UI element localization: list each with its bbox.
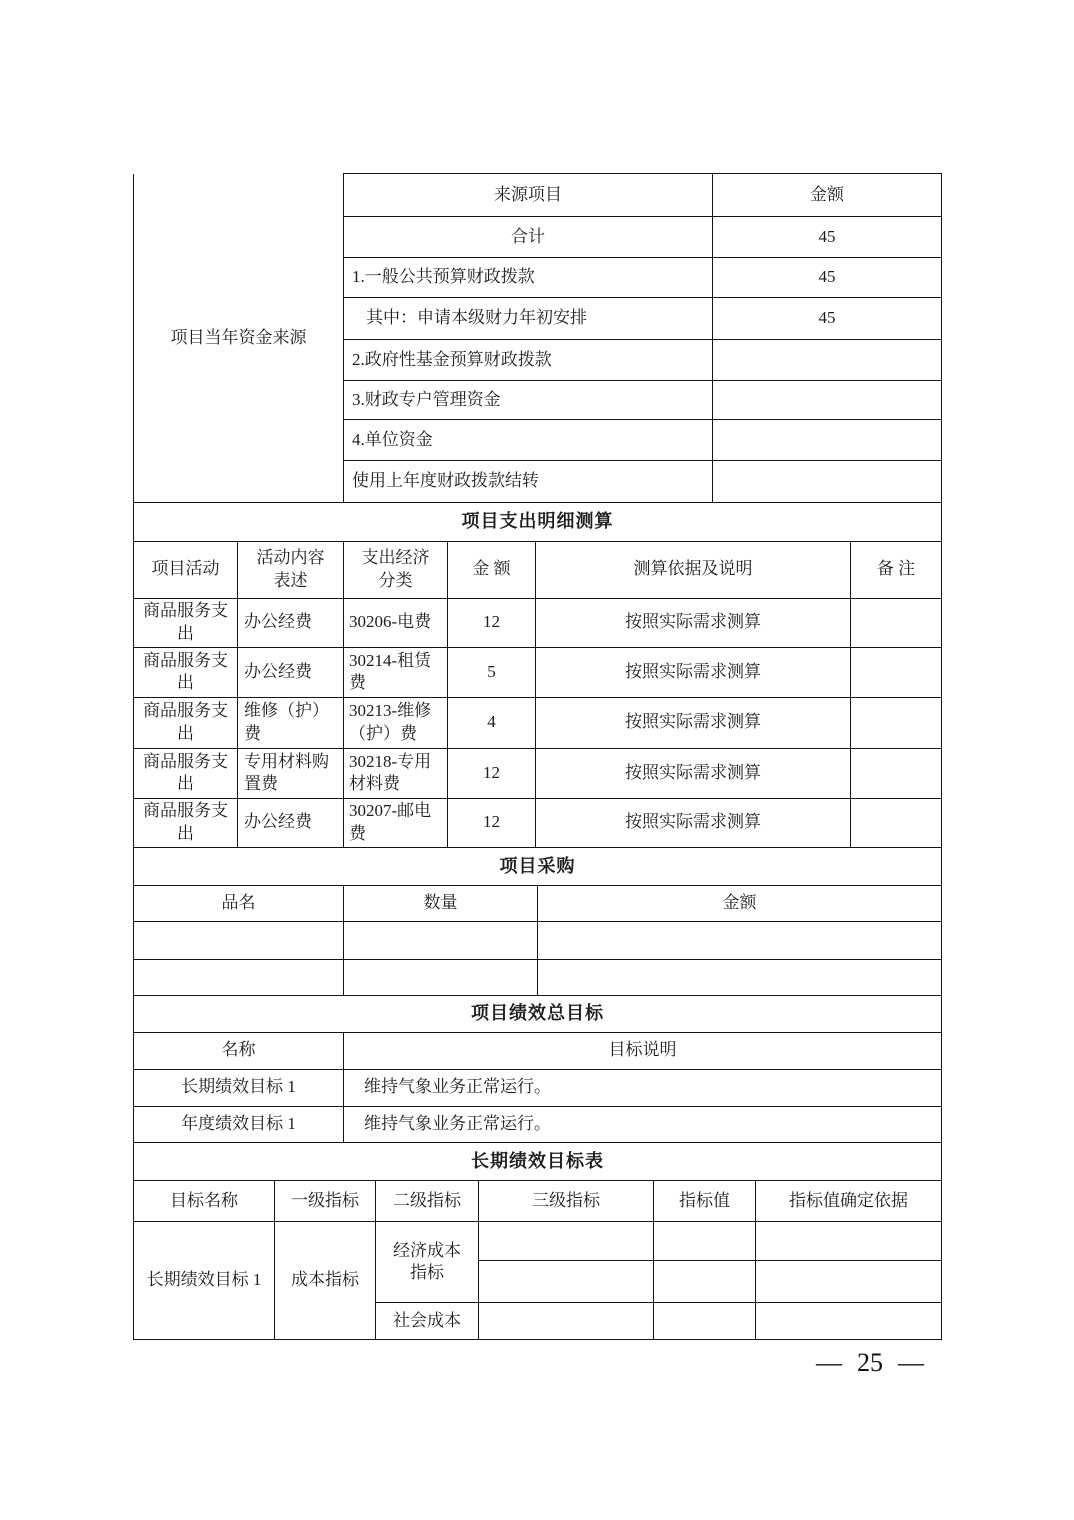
goal-name: 长期绩效目标 1 xyxy=(134,1069,344,1106)
expenditure-activity: 商品服务支出 xyxy=(134,748,238,798)
expenditure-basis: 按照实际需求测算 xyxy=(536,798,851,847)
expenditure-amount: 4 xyxy=(448,697,536,748)
expenditure-col-header-content: 活动内容表述 xyxy=(238,541,344,598)
overall-goal-col-header-description: 目标说明 xyxy=(344,1032,942,1069)
funding-col-header-amount: 金额 xyxy=(713,174,942,217)
expenditure-content: 办公经费 xyxy=(238,598,344,647)
longterm-col-header-goal-name: 目标名称 xyxy=(134,1181,275,1222)
expenditure-amount: 12 xyxy=(448,598,536,647)
longterm-goal-section-title: 长期绩效目标表 xyxy=(134,1143,942,1181)
funding-row-header: 项目当年资金来源 xyxy=(134,174,344,503)
procurement-col-header-amount: 金额 xyxy=(538,886,942,922)
procurement-table xyxy=(133,848,942,997)
expenditure-category: 30214-租赁费 xyxy=(344,647,448,697)
funding-row-amount xyxy=(713,340,942,381)
page-number-dash-right: — xyxy=(898,1348,924,1377)
procurement-amount xyxy=(538,960,942,996)
funding-row-label: 3.财政专户管理资金 xyxy=(344,381,713,420)
table-row xyxy=(134,647,942,697)
procurement-quantity xyxy=(344,960,538,996)
longterm-level2-indicator: 社会成本 xyxy=(376,1303,479,1340)
expenditure-section-title: 项目支出明细测算 xyxy=(134,503,942,541)
page-number-dash-left: — xyxy=(816,1348,842,1377)
expenditure-col-header-basis: 测算依据及说明 xyxy=(536,541,851,598)
procurement-amount xyxy=(538,922,942,960)
procurement-section-title: 项目采购 xyxy=(134,848,942,886)
goal-name: 年度绩效目标 1 xyxy=(134,1106,344,1142)
table-row xyxy=(134,960,942,996)
expenditure-basis: 按照实际需求测算 xyxy=(536,598,851,647)
longterm-value-cell xyxy=(654,1303,756,1340)
table-row xyxy=(134,922,942,960)
goal-description: 维持气象业务正常运行。 xyxy=(344,1106,942,1142)
table-row xyxy=(134,697,942,748)
funding-row-label: 使用上年度财政拨款结转 xyxy=(344,461,713,503)
longterm-goal-name: 长期绩效目标 1 xyxy=(134,1222,275,1340)
funding-col-header-source: 来源项目 xyxy=(344,174,713,217)
expenditure-activity: 商品服务支出 xyxy=(134,697,238,748)
longterm-level3-cell xyxy=(479,1303,654,1340)
procurement-col-header-name: 品名 xyxy=(134,886,344,922)
table-row xyxy=(134,1106,942,1142)
longterm-value-cell xyxy=(654,1261,756,1303)
expenditure-activity: 商品服务支出 xyxy=(134,798,238,847)
longterm-col-header-level3: 三级指标 xyxy=(479,1181,654,1222)
longterm-col-header-value: 指标值 xyxy=(654,1181,756,1222)
goal-description: 维持气象业务正常运行。 xyxy=(344,1069,942,1106)
expenditure-col-header-activity: 项目活动 xyxy=(134,541,238,598)
table-row xyxy=(134,598,942,647)
funding-source-table xyxy=(133,173,942,503)
procurement-name xyxy=(134,922,344,960)
expenditure-activity: 商品服务支出 xyxy=(134,647,238,697)
expenditure-category: 30213-维修（护）费 xyxy=(344,697,448,748)
table-row xyxy=(134,1069,942,1106)
longterm-value-basis-cell xyxy=(756,1303,942,1340)
expenditure-amount: 12 xyxy=(448,748,536,798)
funding-row-label: 2.政府性基金预算财政拨款 xyxy=(344,340,713,381)
expenditure-amount: 5 xyxy=(448,647,536,697)
page-number xyxy=(770,1348,970,1378)
table-row xyxy=(134,748,942,798)
expenditure-content: 办公经费 xyxy=(238,647,344,697)
longterm-col-header-level1: 一级指标 xyxy=(275,1181,376,1222)
page-number-value: 25 xyxy=(857,1348,883,1377)
funding-row-label: 其中：申请本级财力年初安排 xyxy=(344,298,713,340)
funding-row-amount xyxy=(713,420,942,461)
expenditure-note xyxy=(851,647,942,697)
longterm-col-header-value-basis: 指标值确定依据 xyxy=(756,1181,942,1222)
expenditure-note xyxy=(851,798,942,847)
expenditure-category: 30207-邮电费 xyxy=(344,798,448,847)
longterm-level3-cell xyxy=(479,1222,654,1261)
longterm-level3-cell xyxy=(479,1261,654,1303)
overall-goal-col-header-name: 名称 xyxy=(134,1032,344,1069)
funding-row-amount: 45 xyxy=(713,217,942,258)
funding-row-label: 合计 xyxy=(344,217,713,258)
expenditure-col-header-category: 支出经济分类 xyxy=(344,541,448,598)
longterm-value-cell xyxy=(654,1222,756,1261)
table-row xyxy=(134,1222,942,1261)
budget-document xyxy=(133,173,941,1340)
longterm-level1-indicator: 成本指标 xyxy=(275,1222,376,1340)
expenditure-category: 30218-专用材料费 xyxy=(344,748,448,798)
expenditure-category: 30206-电费 xyxy=(344,598,448,647)
procurement-col-header-quantity: 数量 xyxy=(344,886,538,922)
longterm-goal-table xyxy=(133,1143,942,1341)
expenditure-content: 办公经费 xyxy=(238,798,344,847)
longterm-value-basis-cell xyxy=(756,1261,942,1303)
expenditure-col-header-amount: 金 额 xyxy=(448,541,536,598)
overall-goal-table xyxy=(133,996,942,1143)
table-row xyxy=(134,798,942,847)
expenditure-detail-table xyxy=(133,503,942,848)
procurement-name xyxy=(134,960,344,996)
expenditure-col-header-note: 备 注 xyxy=(851,541,942,598)
longterm-value-basis-cell xyxy=(756,1222,942,1261)
expenditure-note xyxy=(851,598,942,647)
procurement-quantity xyxy=(344,922,538,960)
longterm-col-header-level2: 二级指标 xyxy=(376,1181,479,1222)
expenditure-activity: 商品服务支出 xyxy=(134,598,238,647)
expenditure-note xyxy=(851,697,942,748)
expenditure-basis: 按照实际需求测算 xyxy=(536,748,851,798)
expenditure-content: 维修（护）费 xyxy=(238,697,344,748)
funding-row-amount xyxy=(713,461,942,503)
expenditure-content: 专用材料购置费 xyxy=(238,748,344,798)
funding-row-amount xyxy=(713,381,942,420)
expenditure-note xyxy=(851,748,942,798)
expenditure-basis: 按照实际需求测算 xyxy=(536,647,851,697)
funding-row-label: 1.一般公共预算财政拨款 xyxy=(344,258,713,298)
expenditure-amount: 12 xyxy=(448,798,536,847)
funding-row-label: 4.单位资金 xyxy=(344,420,713,461)
funding-row-amount: 45 xyxy=(713,298,942,340)
longterm-level2-indicator: 经济成本指标 xyxy=(376,1222,479,1303)
expenditure-basis: 按照实际需求测算 xyxy=(536,697,851,748)
overall-goal-section-title: 项目绩效总目标 xyxy=(134,996,942,1032)
funding-row-amount: 45 xyxy=(713,258,942,298)
